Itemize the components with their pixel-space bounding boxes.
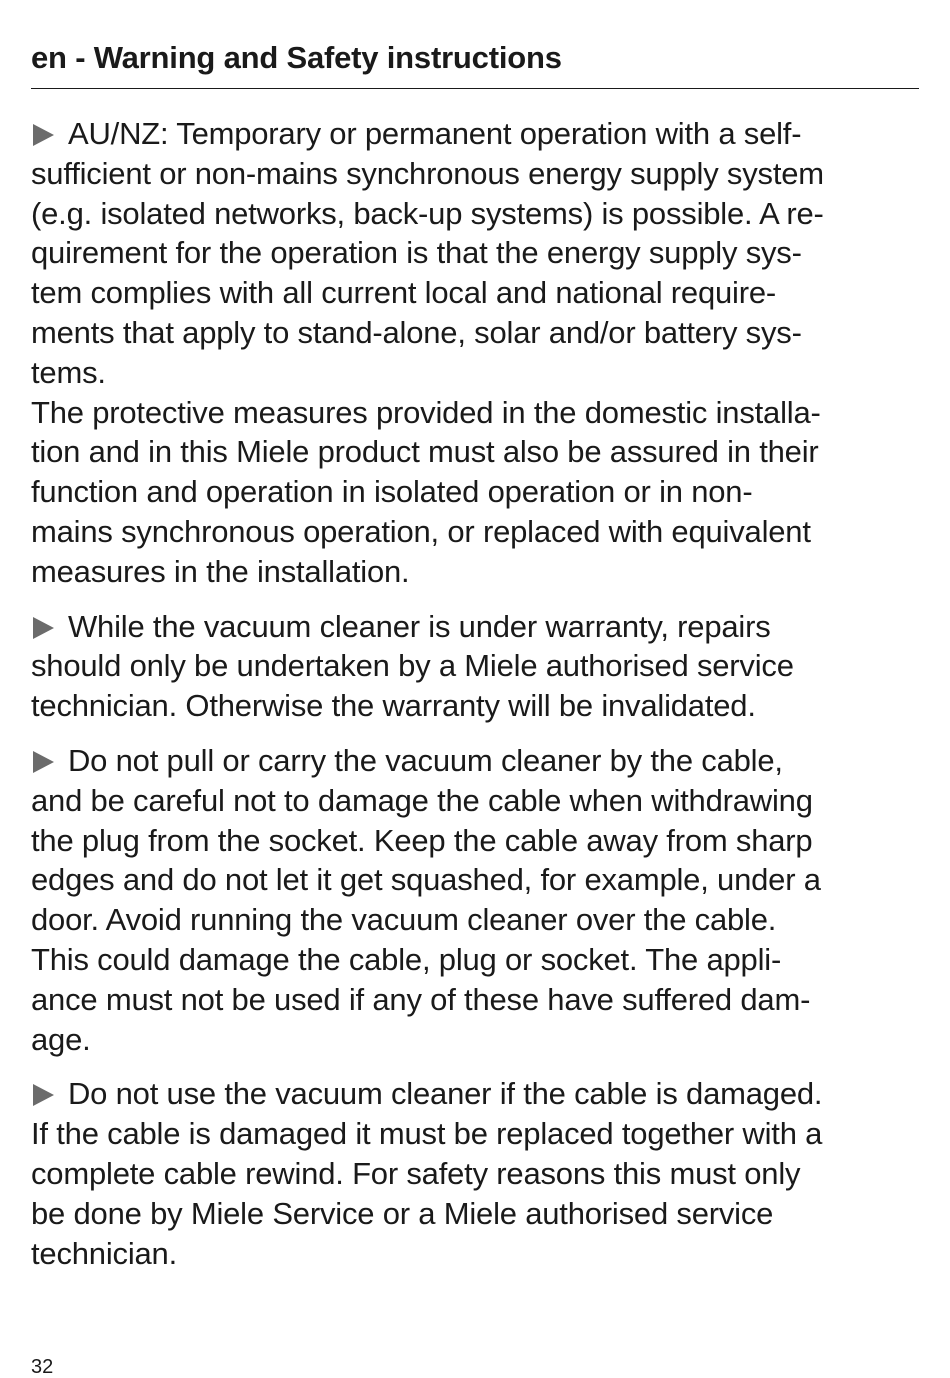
play-triangle-icon [33, 751, 54, 773]
instruction-item-damaged-cable [31, 1074, 919, 1273]
instruction-paragraph [31, 741, 919, 1059]
page-header [31, 38, 919, 89]
instruction-text: Do not pull or carry the vacuum cleaner by the cable, and be careful not to damage the cable when withdrawing the plug from the socket. Keep the cable away from sharp edges and do not let it get squashed, for example, under a door. Avoid running the vacuum cleaner over the cable. This could damage the cable, plug or socket. The appli- ance must not be used if any of these have suffered dam- age. [31, 742, 821, 1057]
instruction-item-au-nz [31, 114, 919, 592]
instruction-text: Do not use the vacuum cleaner if the cable is damaged. If the cable is damaged it must be replaced together with a complete cable rewind. For safety reasons this must only be done by Miele Service or a Miele authorised service technician. [31, 1076, 823, 1271]
instruction-item-cable-handling [31, 741, 919, 1059]
instruction-paragraph [31, 114, 919, 393]
instruction-item-warranty [31, 607, 919, 726]
instruction-text: While the vacuum cleaner is under warranty, repairs should only be undertaken by a Miele authorised service technician. Otherwise the warranty will be invalidated. [31, 608, 794, 724]
page-title: en - Warning and Safety instructions [31, 40, 562, 75]
play-triangle-icon [33, 617, 54, 639]
instruction-paragraph [31, 607, 919, 726]
instruction-paragraph: The protective measures provided in the domestic installa- tion and in this Miele product must also be assured in their function and operation in isolated operation or in non- mains synchronous operation, or replaced with equivalent measures in the installation. [31, 394, 821, 589]
instruction-paragraph [31, 1074, 919, 1273]
page-number: 32 [31, 1356, 54, 1378]
instruction-text: AU/NZ: Temporary or permanent operation with a self- sufficient or non-mains synchronous energy supply system (e.g. isolated networks, back-up systems) is possible. A re- quirement for the operation is that the energy supply sys- tem complies with all current local and national require- ments that apply to stand-alone, solar and/or battery sys- tems. [31, 116, 824, 390]
instructions-content [31, 114, 919, 1288]
play-triangle-icon [33, 124, 54, 146]
play-triangle-icon [33, 1084, 54, 1106]
